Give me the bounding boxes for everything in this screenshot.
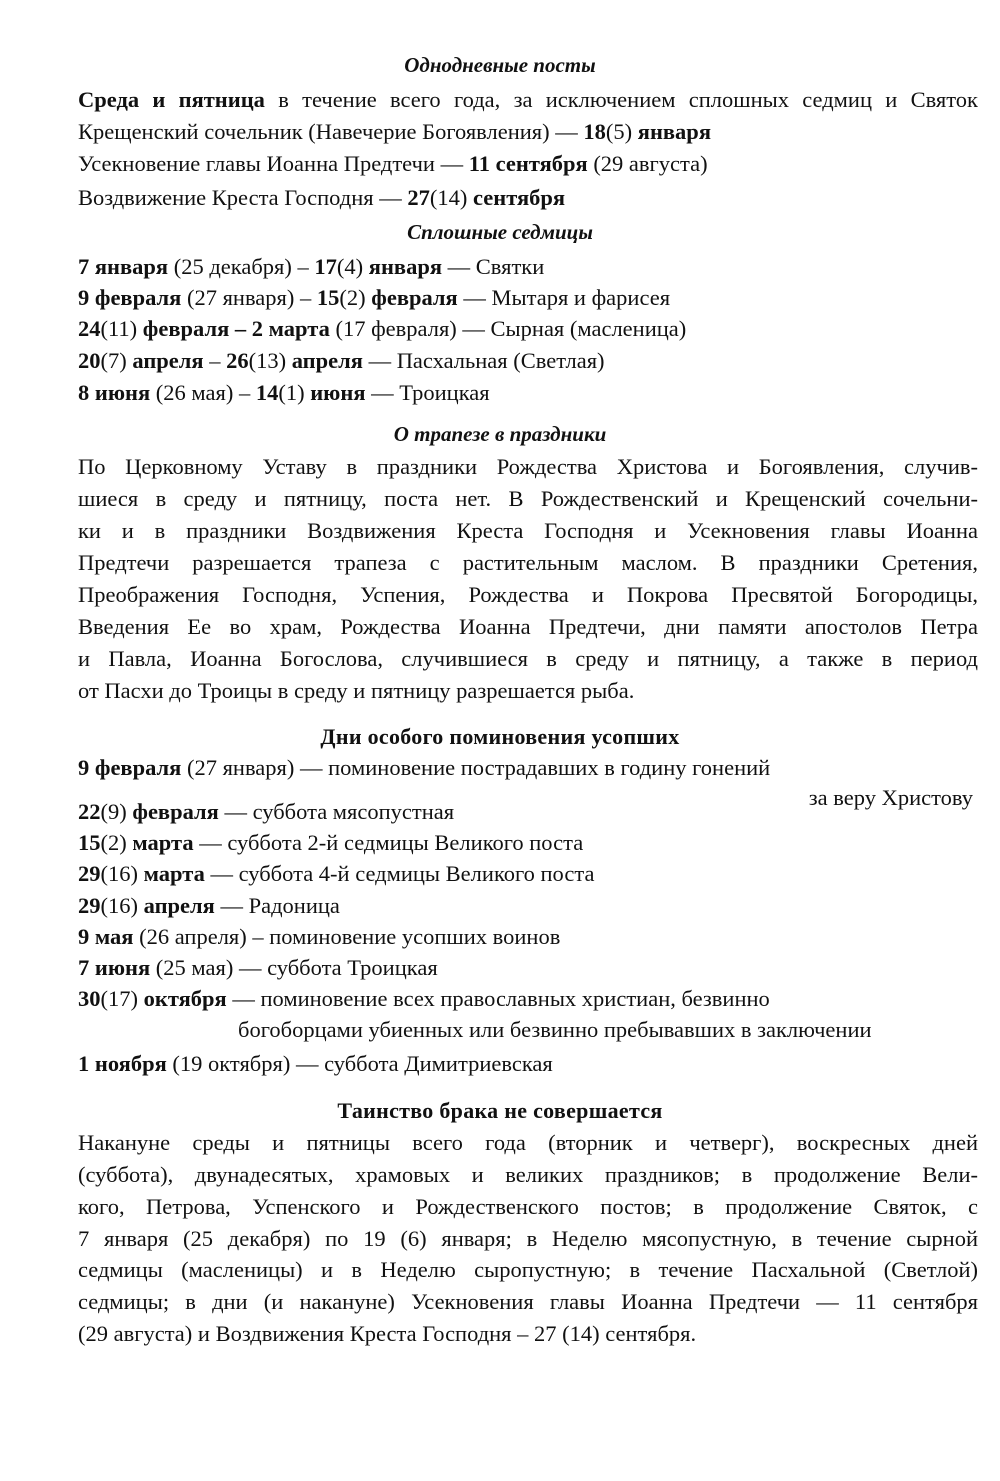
meals-line: Введения Ее во храм, Рождества Иоанна Предтечи, дни памяти апостолов Петра bbox=[78, 614, 978, 639]
commemoration-feb22: 22(9) февраля — суббота мясопустная bbox=[78, 799, 455, 824]
meals-line: ки и в праздники Воздвижения Креста Господня и Усекновения главы Иоанна bbox=[78, 518, 978, 543]
commemoration-oct30-cont: богоборцами убиенных или безвинно пребывавших в заключении bbox=[238, 1017, 872, 1042]
commemoration-may9: 9 мая (26 апреля) – поминовение усопших воинов bbox=[78, 924, 561, 949]
commemoration-feb9-cont: за веру Христову bbox=[808, 785, 973, 810]
commemoration-mar15: 15(2) марта — суббота 2-й седмицы Великого поста bbox=[78, 830, 584, 855]
week-trinity: 8 июня (26 мая) – 14(1) июня — Троицкая bbox=[78, 380, 490, 405]
commemoration-nov1: 1 ноября (19 октября) — суббота Димитриевская bbox=[78, 1051, 553, 1076]
week-publican: 9 февраля (27 января) – 15(2) февраля — Мытаря и фарисея bbox=[78, 285, 671, 310]
marriage-line: Накануне среды и пятницы всего года (вторник и четверг), воскресных дней bbox=[78, 1130, 978, 1155]
week-svyatki: 7 января (25 декабря) – 17(4) января — Святки bbox=[78, 254, 545, 279]
marriage-line: 7 января (25 декабря) по 19 (6) января; в Неделю мясопустную, в течение сырной bbox=[78, 1226, 978, 1251]
fast-exaltation: Воздвижение Креста Господня — 27(14) сентября bbox=[78, 185, 566, 210]
meals-line: и Павла, Иоанна Богослова, случившиеся в среду и пятницу, а также в период bbox=[78, 646, 978, 671]
fast-epiphany-eve: Крещенский сочельник (Навечерие Богоявления) — 18(5) января bbox=[78, 119, 711, 144]
marriage-line: (29 августа) и Воздвижения Креста Господня – 27 (14) сентября. bbox=[78, 1321, 697, 1346]
marriage-line: кого, Петрова, Успенского и Рождественского постов; в продолжение Святок, с bbox=[78, 1194, 978, 1219]
fast-wed-fri: Среда и пятница в течение всего года, за исключением сплошных седмиц и Святок bbox=[78, 87, 978, 112]
fast-beheading: Усекновение главы Иоанна Предтечи — 11 сентября (29 августа) bbox=[78, 151, 708, 176]
commemoration-jun7: 7 июня (25 мая) — суббота Троицкая bbox=[78, 955, 438, 980]
heading-one-day-fasts: Однодневные посты bbox=[404, 53, 596, 77]
marriage-line: седмицы; в дни (и накануне) Усекновения главы Иоанна Предтечи — 11 сентября bbox=[78, 1289, 978, 1314]
heading-commemoration-days: Дни особого поминовения усопших bbox=[320, 724, 680, 749]
meals-line: от Пасхи до Троицы в среду и пятницу разрешается рыба. bbox=[78, 678, 635, 703]
commemoration-oct30: 30(17) октября — поминовение всех православных христиан, безвинно bbox=[78, 986, 770, 1011]
heading-continuous-weeks: Сплошные седмицы bbox=[407, 220, 593, 244]
meals-line: Предтечи разрешается трапеза с растительным маслом. В праздники Сретения, bbox=[78, 550, 978, 575]
heading-marriage-not-performed: Таинство брака не совершается bbox=[337, 1098, 663, 1123]
marriage-line: седмицы (масленицы) и в Неделю сыропустную; в течение Пасхальной (Светлой) bbox=[78, 1257, 978, 1282]
commemoration-feb9: 9 февраля (27 января) — поминовение пострадавших в годину гонений bbox=[78, 755, 771, 780]
meals-line: По Церковному Уставу в праздники Рождества Христова и Богоявления, случив- bbox=[78, 454, 978, 479]
commemoration-apr29: 29(16) апреля — Радоница bbox=[78, 893, 340, 918]
meals-line: Преображения Господня, Успения, Рождества и Покрова Пресвятой Богородицы, bbox=[78, 582, 978, 607]
marriage-line: (суббота), двунадесятых, храмовых и великих праздников; в продолжение Вели- bbox=[78, 1162, 978, 1187]
week-easter: 20(7) апреля – 26(13) апреля — Пасхальная (Светлая) bbox=[78, 348, 605, 373]
heading-meals-on-feasts: О трапезе в праздники bbox=[393, 422, 607, 446]
commemoration-mar29: 29(16) марта — суббота 4-й седмицы Великого поста bbox=[78, 861, 595, 886]
meals-line: шиеся в среду и пятницу, поста нет. В Рождественский и Крещенский сочельни- bbox=[78, 486, 978, 511]
week-cheese: 24(11) февраля – 2 марта (17 февраля) — Сырная (масленица) bbox=[78, 316, 687, 341]
